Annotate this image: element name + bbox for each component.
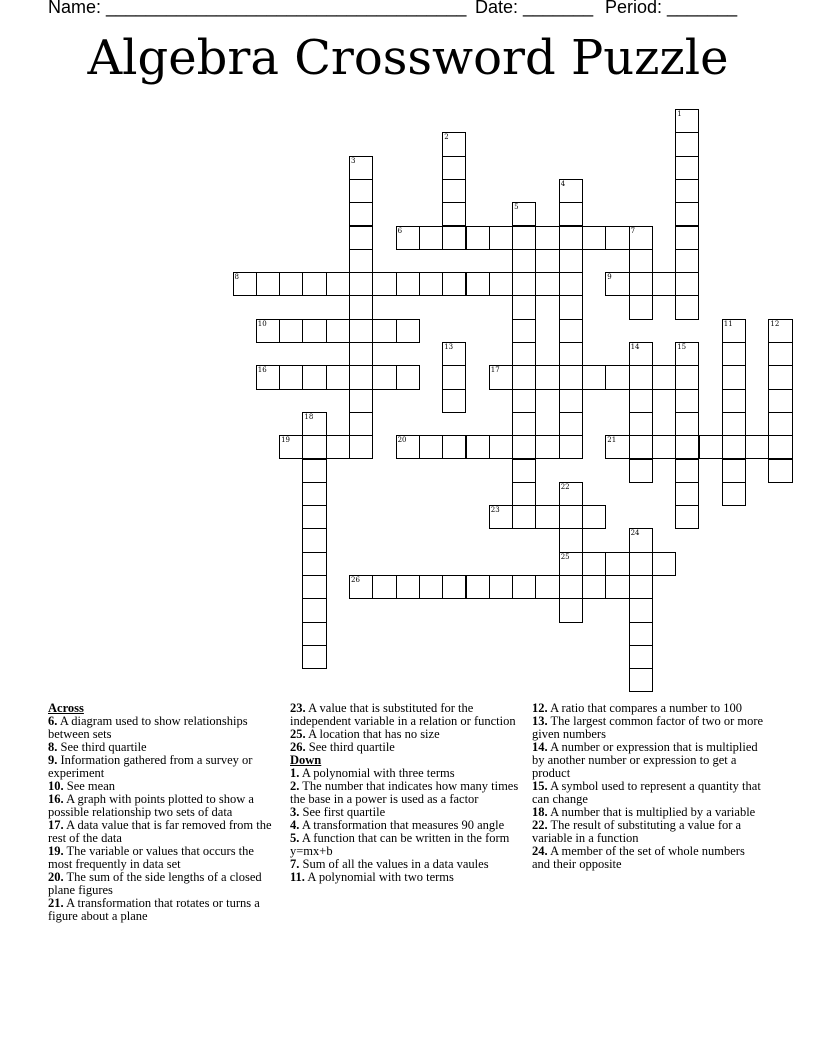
clue-item-text: A number or expression that is multiplied by another number or expression to get a product — [532, 740, 758, 780]
crossword-cell[interactable] — [535, 435, 559, 459]
crossword-cell[interactable] — [466, 272, 490, 296]
crossword-cell[interactable] — [349, 575, 373, 599]
crossword-cell[interactable] — [559, 598, 583, 622]
crossword-cell[interactable] — [675, 132, 699, 156]
crossword-cell[interactable] — [629, 226, 653, 250]
crossword-cell[interactable] — [489, 505, 513, 529]
crossword-cell[interactable] — [629, 622, 653, 646]
crossword-cell[interactable] — [722, 435, 746, 459]
page-title: Algebra Crossword Puzzle — [87, 30, 729, 86]
clue-item-number: 11. — [290, 870, 305, 884]
crossword-cell[interactable] — [372, 319, 396, 343]
crossword-cell[interactable] — [722, 459, 746, 483]
crossword-cell[interactable] — [396, 319, 420, 343]
crossword-cell[interactable] — [302, 459, 326, 483]
crossword-cell[interactable] — [559, 319, 583, 343]
clue-item-number: 20. — [48, 870, 64, 884]
crossword-cell[interactable] — [419, 575, 443, 599]
crossword-cell[interactable] — [629, 412, 653, 436]
crossword-cell[interactable] — [302, 272, 326, 296]
crossword-cell[interactable] — [256, 365, 280, 389]
clue-item-text: A transformation that measures 90 angle — [301, 818, 505, 832]
clue-number: 4 — [560, 179, 566, 188]
clue-item-number: 18. — [532, 805, 548, 819]
crossword-cell[interactable] — [535, 272, 559, 296]
crossword-cell[interactable] — [559, 389, 583, 413]
clue-number: 6 — [397, 226, 403, 235]
clue-number: 2 — [444, 133, 449, 142]
clue-number: 21 — [607, 436, 617, 445]
clue-item-text: See first quartile — [302, 805, 386, 819]
crossword-cell[interactable] — [722, 365, 746, 389]
clue-item-text: See mean — [66, 779, 115, 793]
crossword-cell[interactable] — [559, 435, 583, 459]
clue-item-text: A ratio that compares a number to 100 — [550, 701, 743, 715]
crossword-cell[interactable] — [396, 435, 420, 459]
crossword-cell[interactable] — [605, 226, 629, 250]
crossword-cell[interactable] — [466, 226, 490, 250]
clue-number: 26 — [351, 576, 360, 584]
crossword-cell[interactable] — [768, 459, 792, 483]
crossword-cell[interactable] — [489, 575, 513, 599]
crossword-cell[interactable] — [396, 365, 420, 389]
crossword-cell[interactable] — [605, 552, 629, 576]
clue-number: 24 — [630, 529, 640, 538]
clues-column-1 — [48, 702, 280, 923]
crossword-cell[interactable] — [699, 435, 723, 459]
crossword-cell[interactable] — [442, 575, 466, 599]
crossword-cell[interactable] — [675, 412, 699, 436]
clue-number: 8 — [234, 273, 239, 282]
clue-item-text: A polynomial with two terms — [307, 870, 454, 884]
crossword-cell[interactable] — [512, 249, 536, 273]
date-field-label: Date: _______ — [475, 0, 594, 17]
clue-item-text: The number that indicates how many times the base in a power is used as a factor — [290, 779, 519, 806]
crossword-cell[interactable] — [419, 226, 443, 250]
clue-item — [290, 871, 522, 884]
crossword-cell[interactable] — [302, 412, 326, 436]
crossword-cell[interactable] — [302, 622, 326, 646]
crossword-cell[interactable] — [652, 365, 676, 389]
clue-number: 17 — [490, 366, 500, 375]
crossword-cell[interactable] — [512, 319, 536, 343]
clue-number: 1 — [677, 110, 682, 118]
clue-number: 12 — [770, 319, 780, 328]
clue-item — [48, 897, 280, 923]
crossword-cell[interactable] — [559, 505, 583, 529]
crossword-cell[interactable] — [302, 552, 326, 576]
clue-number: 9 — [607, 273, 612, 282]
clue-number: 3 — [351, 156, 356, 165]
crossword-cell[interactable] — [442, 342, 466, 366]
crossword-cell[interactable] — [512, 412, 536, 436]
clue-item-text: A number that is multiplied by a variable — [550, 805, 756, 819]
clue-item — [532, 780, 764, 806]
crossword-cell[interactable] — [629, 528, 653, 552]
crossword-cell[interactable] — [629, 575, 653, 599]
crossword-cell[interactable] — [466, 435, 490, 459]
clue-item — [532, 819, 764, 845]
clue-item-number: 16. — [48, 792, 64, 806]
clue-item-number: 9. — [48, 753, 58, 767]
clue-number: 23 — [490, 506, 500, 515]
crossword-cell[interactable] — [652, 272, 676, 296]
crossword-cell[interactable] — [722, 342, 746, 366]
crossword-cell[interactable] — [512, 435, 536, 459]
clue-item-text: A value that is substituted for the independent variable in a relation or function — [290, 701, 516, 728]
clue-item-number: 5. — [290, 831, 300, 845]
clue-item-number: 8. — [48, 740, 58, 754]
crossword-cell[interactable] — [768, 389, 792, 413]
clue-item-number: 10. — [48, 779, 64, 793]
crossword-cell[interactable] — [675, 389, 699, 413]
clue-number: 13 — [444, 343, 454, 351]
crossword-cell[interactable] — [442, 365, 466, 389]
crossword-cell[interactable] — [675, 272, 699, 296]
crossword-cell[interactable] — [466, 575, 490, 599]
crossword-cell[interactable] — [675, 435, 699, 459]
crossword-cell[interactable] — [535, 226, 559, 250]
crossword-cell[interactable] — [489, 226, 513, 250]
crossword-cell[interactable] — [442, 202, 466, 226]
clue-item-text: A function that can be written in the form y=mx+b — [290, 831, 510, 858]
crossword-cell[interactable] — [605, 272, 629, 296]
clue-item-text: A graph with points plotted to show a possible relationship two sets of data — [48, 792, 254, 819]
crossword-cell[interactable] — [559, 482, 583, 506]
crossword-cell[interactable] — [512, 575, 536, 599]
crossword-cell[interactable] — [582, 505, 606, 529]
crossword-cell[interactable] — [349, 249, 373, 273]
crossword-cell[interactable] — [302, 645, 326, 669]
crossword-cell[interactable] — [302, 365, 326, 389]
crossword-cell[interactable] — [349, 202, 373, 226]
crossword-cell[interactable] — [302, 528, 326, 552]
clue-item — [48, 819, 280, 845]
clue-item-text: The sum of the side lengths of a closed plane figures — [48, 870, 262, 897]
crossword-cell[interactable] — [559, 552, 583, 576]
crossword-cell[interactable] — [396, 226, 420, 250]
crossword-cell[interactable] — [675, 459, 699, 483]
crossword-cell[interactable] — [605, 365, 629, 389]
crossword-cell[interactable] — [372, 272, 396, 296]
clue-item-text: A diagram used to show relationships between sets — [48, 714, 248, 741]
crossword-cell[interactable] — [372, 575, 396, 599]
crossword-cell[interactable] — [675, 342, 699, 366]
crossword-cell[interactable] — [745, 435, 769, 459]
clue-item — [532, 715, 764, 741]
crossword-cell[interactable] — [605, 575, 629, 599]
crossword-cell[interactable] — [326, 365, 350, 389]
crossword-cell[interactable] — [559, 249, 583, 273]
clue-section-heading: Across — [48, 701, 84, 715]
crossword-cell[interactable] — [768, 412, 792, 436]
crossword-cell[interactable] — [349, 226, 373, 250]
crossword-cell[interactable] — [442, 132, 466, 156]
clue-item-number: 12. — [532, 701, 548, 715]
crossword-cell[interactable] — [442, 389, 466, 413]
crossword-cell[interactable] — [372, 365, 396, 389]
crossword-cell[interactable] — [302, 575, 326, 599]
crossword-cell[interactable] — [629, 435, 653, 459]
crossword-cell[interactable] — [535, 505, 559, 529]
clue-item — [290, 741, 522, 754]
clue-item-number: 2. — [290, 779, 300, 793]
crossword-cell[interactable] — [489, 365, 513, 389]
crossword-cell[interactable] — [768, 435, 792, 459]
clue-item-text: A member of the set of whole numbers and their opposite — [532, 844, 745, 871]
crossword-cell[interactable] — [489, 435, 513, 459]
clue-item — [48, 871, 280, 897]
crossword-cell[interactable] — [559, 365, 583, 389]
clue-number: 20 — [397, 436, 407, 445]
crossword-cell[interactable] — [349, 435, 373, 459]
crossword-cell[interactable] — [629, 645, 653, 669]
clue-item-text: Information gathered from a survey or experiment — [48, 753, 253, 780]
crossword-cell[interactable] — [349, 342, 373, 366]
clue-item — [48, 754, 280, 780]
clue-item-number: 3. — [290, 805, 300, 819]
crossword-cell[interactable] — [512, 482, 536, 506]
crossword-cell[interactable] — [512, 342, 536, 366]
crossword-cell[interactable] — [629, 365, 653, 389]
crossword-cell[interactable] — [675, 249, 699, 273]
clue-item-text: A location that has no size — [308, 727, 440, 741]
crossword-cell[interactable] — [256, 272, 280, 296]
crossword-cell[interactable] — [279, 319, 303, 343]
crossword-cell[interactable] — [302, 482, 326, 506]
clue-item-text: A data value that is far removed from the rest of the data — [48, 818, 272, 845]
crossword-cell[interactable] — [349, 156, 373, 180]
crossword-cell[interactable] — [326, 435, 350, 459]
crossword-cell[interactable] — [722, 389, 746, 413]
crossword-cell[interactable] — [675, 505, 699, 529]
crossword-cell[interactable] — [442, 226, 466, 250]
crossword-cell[interactable] — [675, 179, 699, 203]
clue-item-number: 21. — [48, 896, 64, 910]
crossword-cell[interactable] — [442, 435, 466, 459]
crossword-cell[interactable] — [349, 319, 373, 343]
crossword-cell[interactable] — [629, 272, 653, 296]
crossword-cell[interactable] — [489, 272, 513, 296]
clue-item-text: The variable or values that occurs the most frequently in data set — [48, 844, 254, 871]
crossword-cell[interactable] — [629, 342, 653, 366]
crossword-cell[interactable] — [279, 272, 303, 296]
crossword-cell[interactable] — [629, 598, 653, 622]
crossword-cell[interactable] — [675, 295, 699, 319]
clue-item-number: 1. — [290, 766, 300, 780]
crossword-cell[interactable] — [768, 319, 792, 343]
crossword-cell[interactable] — [302, 505, 326, 529]
crossword-cell[interactable] — [442, 156, 466, 180]
clue-number: 5 — [514, 203, 519, 212]
clue-item — [290, 832, 522, 858]
clue-item-text: A symbol used to represent a quantity that can change — [532, 779, 761, 806]
crossword-cell[interactable] — [512, 295, 536, 319]
crossword-cell[interactable] — [629, 459, 653, 483]
crossword-cell[interactable] — [559, 179, 583, 203]
crossword-cell[interactable] — [512, 459, 536, 483]
clue-item-text: The largest common factor of two or more given numbers — [532, 714, 764, 741]
clue-item-text: See third quartile — [308, 740, 395, 754]
crossword-cell[interactable] — [652, 552, 676, 576]
crossword-cell[interactable] — [559, 272, 583, 296]
crossword-cell[interactable] — [349, 179, 373, 203]
clues-column-2 — [290, 702, 522, 884]
clue-item-number: 25. — [290, 727, 306, 741]
clue-item-text: The result of substituting a value for a variable in a function — [532, 818, 742, 845]
crossword-cell[interactable] — [605, 435, 629, 459]
crossword-cell[interactable] — [302, 598, 326, 622]
clue-number: 22 — [560, 482, 570, 491]
crossword-cell[interactable] — [512, 505, 536, 529]
clue-item — [48, 793, 280, 819]
crossword-cell[interactable] — [302, 319, 326, 343]
crossword-cell[interactable] — [675, 482, 699, 506]
clue-number: 18 — [304, 412, 314, 421]
crossword-cell[interactable] — [233, 272, 257, 296]
crossword-cell[interactable] — [512, 226, 536, 250]
clue-item-number: 6. — [48, 714, 58, 728]
clue-item — [48, 715, 280, 741]
clue-item-text: Sum of all the values in a data vaules — [302, 857, 489, 871]
crossword-cell[interactable] — [442, 272, 466, 296]
crossword-cell[interactable] — [582, 552, 606, 576]
crossword-cell[interactable] — [279, 435, 303, 459]
crossword-cell[interactable] — [535, 575, 559, 599]
clue-number: 15 — [677, 343, 687, 351]
crossword-cell[interactable] — [396, 575, 420, 599]
period-field-label: Period: _______ — [605, 0, 738, 17]
crossword-cell[interactable] — [349, 272, 373, 296]
clue-number: 11 — [723, 319, 733, 328]
clue-number: 7 — [630, 226, 636, 235]
clue-number: 10 — [257, 319, 267, 328]
crossword-cell[interactable] — [629, 552, 653, 576]
clue-item-number: 22. — [532, 818, 548, 832]
crossword-cell[interactable] — [419, 435, 443, 459]
crossword-cell[interactable] — [768, 342, 792, 366]
clue-number: 25 — [560, 552, 570, 561]
clue-item-text: A transformation that rotates or turns a figure about a plane — [48, 896, 260, 923]
crossword-cell[interactable] — [559, 226, 583, 250]
crossword-cell[interactable] — [629, 295, 653, 319]
clue-section-heading: Down — [290, 753, 322, 767]
clue-number: 16 — [257, 366, 267, 375]
crossword-cell[interactable] — [675, 202, 699, 226]
crossword-cell[interactable] — [512, 272, 536, 296]
crossword-cell[interactable] — [675, 226, 699, 250]
crossword-cell[interactable] — [629, 668, 653, 692]
clue-item-number: 15. — [532, 779, 548, 793]
clue-item-number: 7. — [290, 857, 300, 871]
crossword-cell[interactable] — [349, 389, 373, 413]
clue-item-number: 13. — [532, 714, 548, 728]
crossword-cell[interactable] — [535, 365, 559, 389]
crossword-cell[interactable] — [559, 342, 583, 366]
crossword-cell[interactable] — [675, 156, 699, 180]
crossword-cell[interactable] — [512, 389, 536, 413]
crossword-cell[interactable] — [722, 412, 746, 436]
crossword-cell[interactable] — [629, 249, 653, 273]
crossword-cell[interactable] — [349, 295, 373, 319]
crossword-cell[interactable] — [326, 319, 350, 343]
crossword-cell[interactable] — [559, 575, 583, 599]
crossword-cell[interactable] — [349, 412, 373, 436]
clue-item-number: 4. — [290, 818, 300, 832]
clue-item — [532, 741, 764, 780]
clue-item — [48, 845, 280, 871]
clue-number: 14 — [630, 343, 640, 351]
crossword-cell[interactable] — [675, 365, 699, 389]
crossword-cell[interactable] — [349, 365, 373, 389]
crossword-cell[interactable] — [419, 272, 443, 296]
clue-item-text: See third quartile — [60, 740, 147, 754]
clues-column-3 — [532, 702, 764, 871]
crossword-cell[interactable] — [279, 365, 303, 389]
crossword-cell[interactable] — [512, 202, 536, 226]
clue-item-number: 23. — [290, 701, 306, 715]
clue-item — [532, 845, 764, 871]
crossword-cell[interactable] — [302, 435, 326, 459]
crossword-cell[interactable] — [326, 272, 350, 296]
crossword-cell[interactable] — [559, 412, 583, 436]
crossword-cell[interactable] — [675, 109, 699, 133]
crossword-cell[interactable] — [768, 365, 792, 389]
crossword-cell[interactable] — [582, 365, 606, 389]
clue-item-number: 17. — [48, 818, 64, 832]
clue-item-text: A polynomial with three terms — [301, 766, 455, 780]
clue-item — [290, 780, 522, 806]
crossword-cell[interactable] — [559, 528, 583, 552]
crossword-cell[interactable] — [652, 435, 676, 459]
name-field-label: Name: ____________________________________ — [48, 0, 467, 17]
crossword-cell[interactable] — [512, 365, 536, 389]
crossword-cell[interactable] — [559, 295, 583, 319]
crossword-cell[interactable] — [396, 272, 420, 296]
crossword-cell[interactable] — [256, 319, 280, 343]
clue-item-number: 14. — [532, 740, 548, 754]
clue-item-number: 24. — [532, 844, 548, 858]
crossword-cell[interactable] — [582, 226, 606, 250]
crossword-cell[interactable] — [722, 482, 746, 506]
crossword-cell[interactable] — [722, 319, 746, 343]
clue-item — [290, 702, 522, 728]
clue-item-number: 26. — [290, 740, 306, 754]
crossword-cell[interactable] — [442, 179, 466, 203]
crossword-cell[interactable] — [559, 202, 583, 226]
crossword-cell[interactable] — [629, 389, 653, 413]
clue-item-number: 19. — [48, 844, 64, 858]
clue-number: 19 — [281, 436, 291, 445]
crossword-cell[interactable] — [582, 575, 606, 599]
